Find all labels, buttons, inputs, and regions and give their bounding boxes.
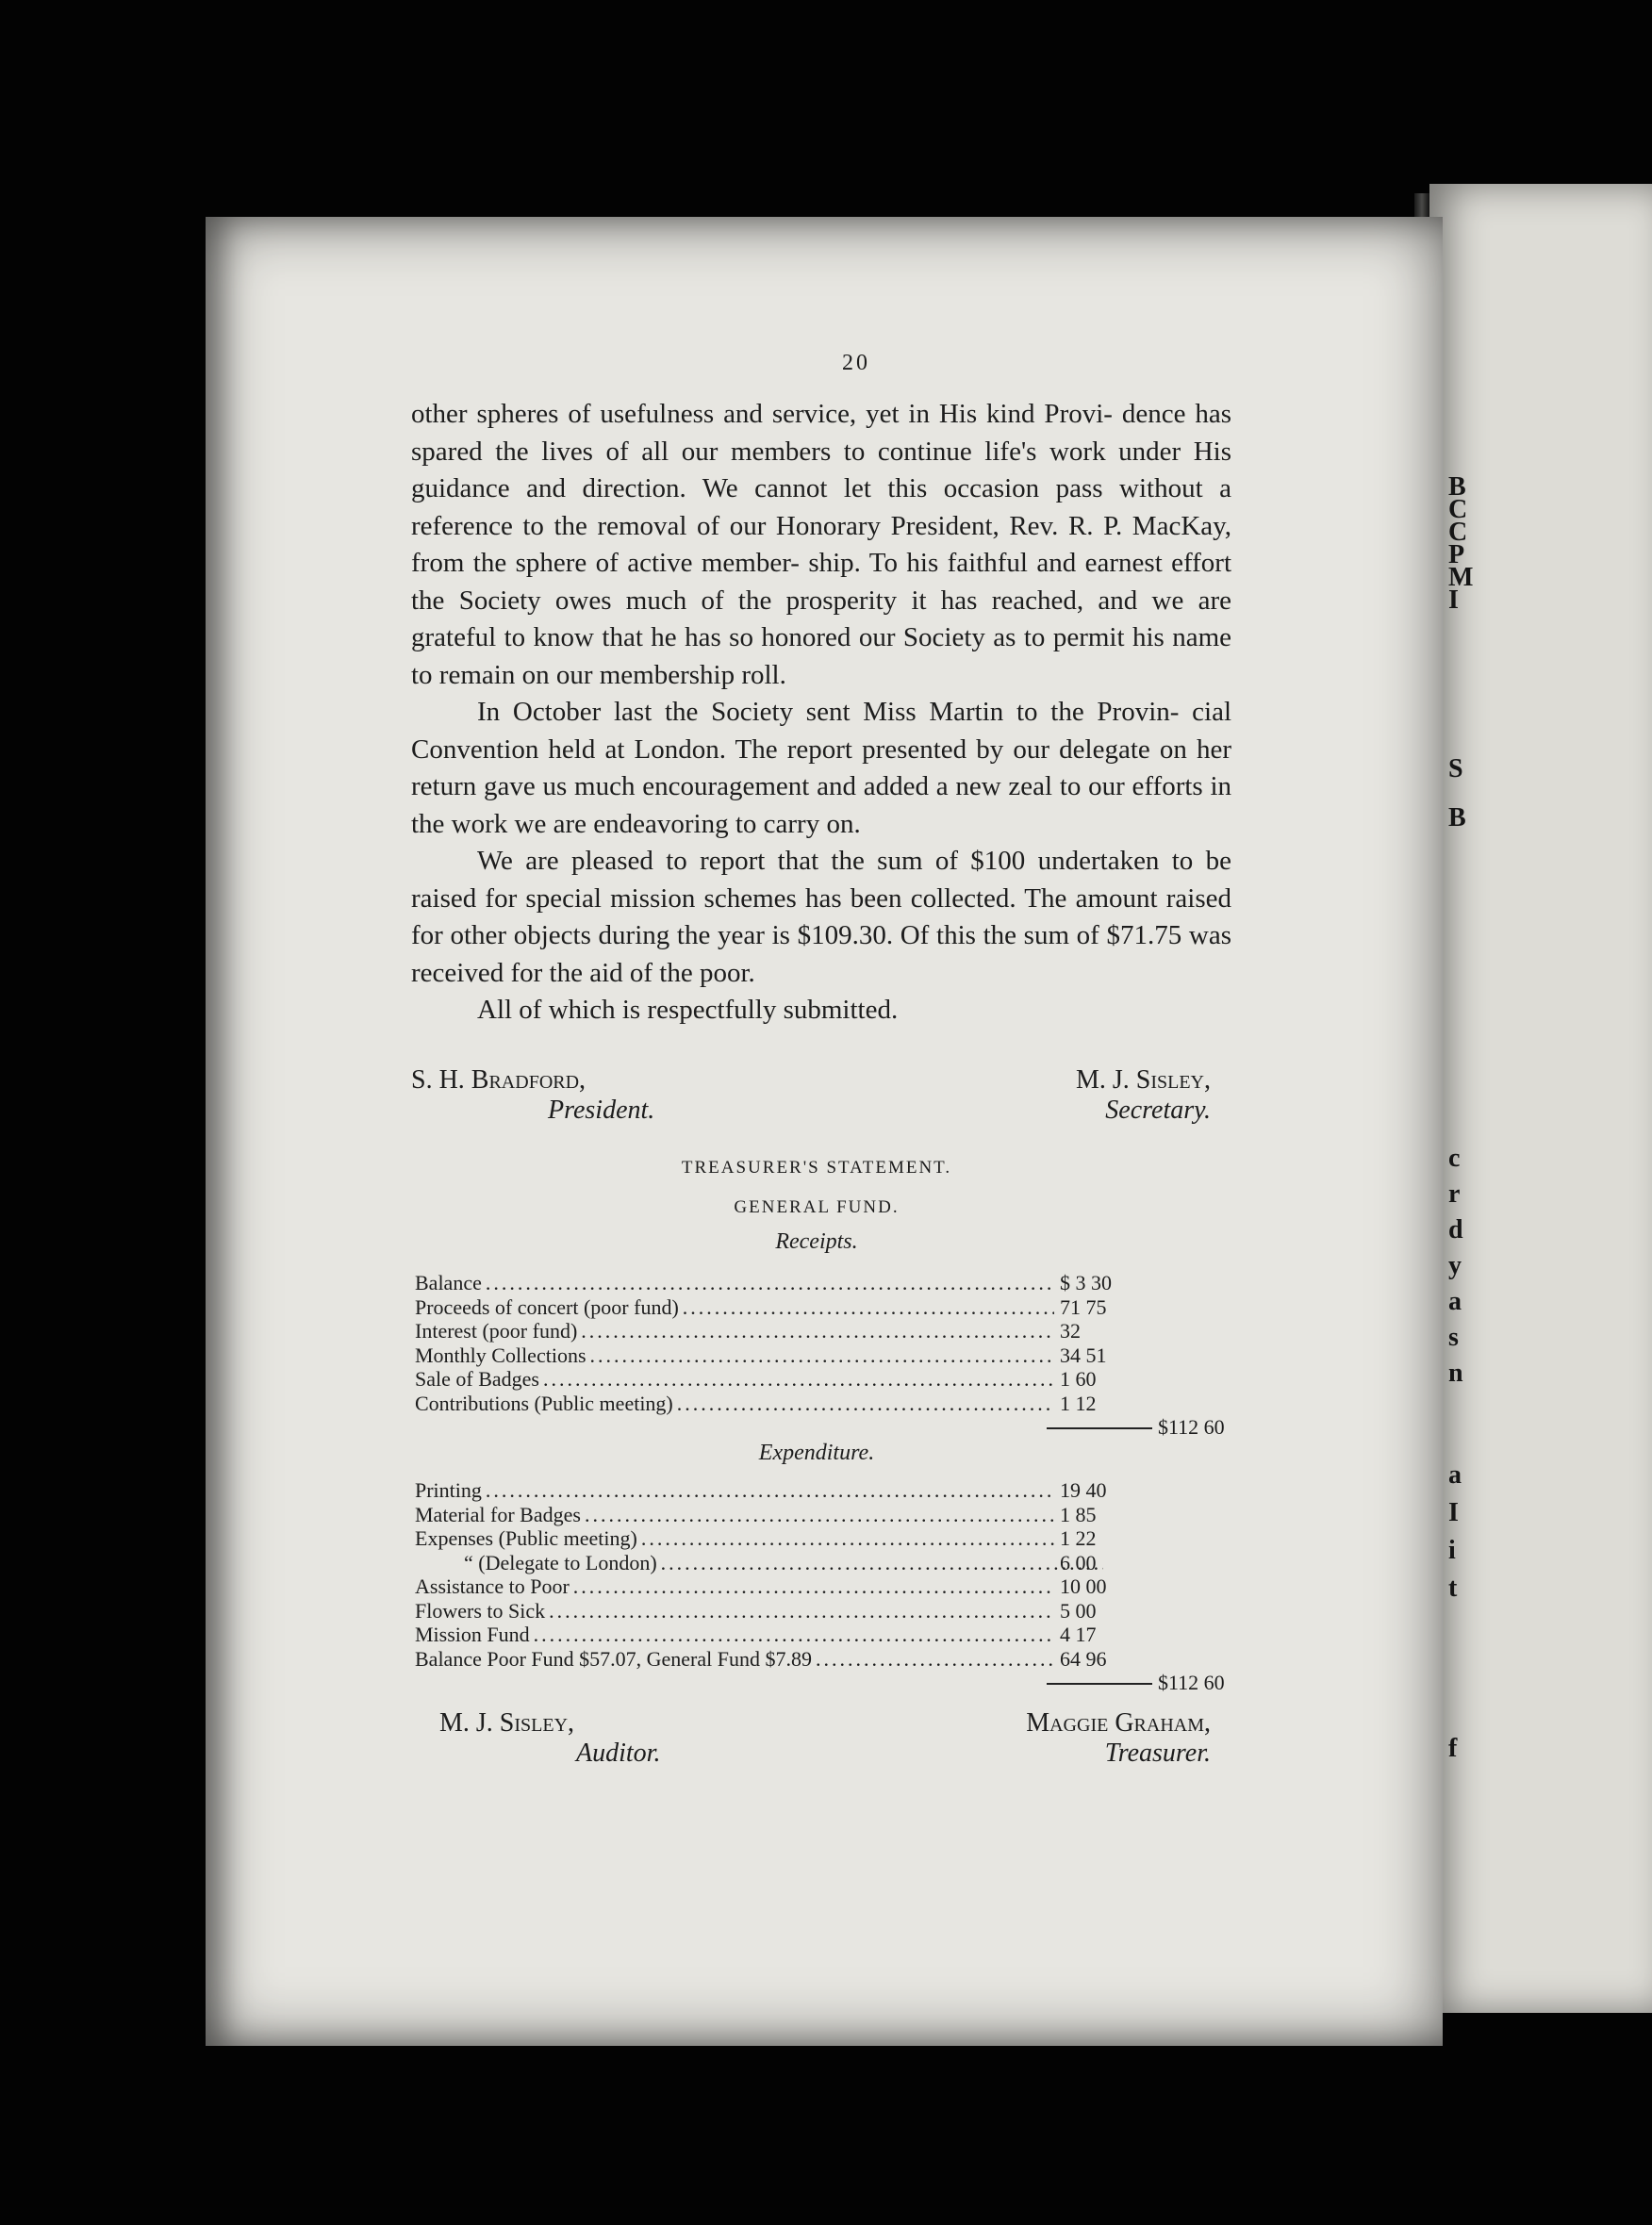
text-line: be raised for special mission schemes has been collected. The bbox=[411, 846, 1231, 914]
facing-page-letter: r bbox=[1448, 1179, 1461, 1209]
text-line: new zeal to our efforts in the work we are endeavoring to carry on. bbox=[411, 771, 1231, 839]
text-line: occasion pass without a reference to the removal of our Honorary bbox=[411, 473, 1232, 541]
ledger-label: Assistance to Poor ..... bbox=[415, 1574, 1054, 1599]
facing-page-letter: s bbox=[1448, 1323, 1459, 1352]
facing-page-letter: I bbox=[1448, 1498, 1459, 1527]
treasurer-signature bbox=[1026, 1708, 1211, 1769]
text-line: other spheres of usefulness and service, yet in His kind Provi- bbox=[411, 399, 1113, 429]
ledger-row bbox=[415, 1526, 1245, 1551]
facing-page-fragment-e bbox=[1448, 1735, 1457, 1763]
ledger-row bbox=[415, 1271, 1245, 1295]
ledger-row bbox=[415, 1574, 1245, 1599]
ledger-row bbox=[415, 1478, 1245, 1503]
text-line: ship. To his faithful and earnest effort the Society owes much of bbox=[411, 548, 1232, 616]
report-body bbox=[411, 396, 1231, 1030]
auditor-role: Auditor. bbox=[576, 1739, 661, 1768]
ledger-amount: $ 3 30 bbox=[1060, 1271, 1112, 1294]
facing-page-letter: t bbox=[1448, 1574, 1458, 1603]
treasurer-signatures bbox=[411, 1708, 1222, 1784]
expenditure-heading: Expenditure. bbox=[758, 1441, 875, 1465]
paragraph bbox=[411, 396, 1231, 694]
facing-page-letter: a bbox=[1448, 1460, 1462, 1490]
ledger-label: Proceeds of concert (poor fund) ..... bbox=[415, 1295, 1054, 1320]
secretary-name: M. J. Sisley, bbox=[1075, 1065, 1211, 1095]
facing-page-letter: S bbox=[1448, 754, 1463, 783]
ledger-amount: 32 bbox=[1060, 1319, 1081, 1343]
text-line: our membership roll. bbox=[555, 659, 786, 690]
ledger-label: Balance ..... bbox=[415, 1271, 1054, 1295]
receipts-heading: Receipts. bbox=[775, 1229, 858, 1254]
ledger-total: $112 60 bbox=[1158, 1671, 1225, 1694]
president-name: S. H. Bradford, bbox=[411, 1065, 586, 1095]
facing-page-letter: C bbox=[1448, 495, 1468, 524]
ledger-amount: 64 96 bbox=[1060, 1646, 1107, 1671]
ledger-amount: 5 00 bbox=[1060, 1598, 1097, 1623]
ledger-label: Sale of Badges ..... bbox=[415, 1367, 1054, 1392]
president-signature bbox=[411, 1065, 654, 1126]
facing-page-letter: B bbox=[1448, 472, 1466, 502]
ledger-total-row bbox=[415, 1671, 1245, 1695]
facing-page-letter: d bbox=[1448, 1215, 1463, 1244]
expenditure-ledger bbox=[415, 1478, 1245, 1695]
auditor-name: M. J. Sisley, bbox=[439, 1708, 575, 1738]
facing-page-fragment-d bbox=[1448, 1457, 1462, 1607]
ledger-amount: 19 40 bbox=[1060, 1478, 1107, 1502]
ledger-label: Balance Poor Fund $57.07, General Fund $7.89 ..... bbox=[415, 1647, 1054, 1672]
ledger-label: Contributions (Public meeting) ..... bbox=[415, 1392, 1054, 1416]
ledger-row bbox=[415, 1392, 1245, 1416]
facing-page-letter: f bbox=[1448, 1734, 1458, 1763]
secretary-role: Secretary. bbox=[1105, 1096, 1211, 1125]
general-fund-heading: GENERAL FUND. bbox=[734, 1197, 900, 1217]
facing-page-letter: n bbox=[1448, 1359, 1463, 1388]
text-line: the prosperity it has reached, and we are grateful to know that he bbox=[411, 585, 1231, 652]
text-line: All of which is respectfully submitted. bbox=[477, 995, 899, 1025]
facing-page-letter: B bbox=[1448, 803, 1466, 832]
paragraph bbox=[411, 992, 1231, 1030]
facing-page-letter: C bbox=[1448, 518, 1468, 547]
ledger-amount: 34 51 bbox=[1060, 1343, 1107, 1367]
president-role: President. bbox=[548, 1096, 655, 1125]
ledger-amount: 1 22 bbox=[1060, 1526, 1097, 1550]
facing-page-letter: I bbox=[1448, 585, 1459, 615]
text-line: We are pleased to report that the sum of $100 undertaken to bbox=[477, 846, 1194, 876]
ledger-total: $112 60 bbox=[1158, 1415, 1225, 1439]
ledger-row bbox=[415, 1503, 1245, 1527]
ledger-label: Interest (poor fund) ..... bbox=[415, 1319, 1054, 1343]
text-line: In October last the Society sent Miss Martin to the Provin- bbox=[477, 697, 1180, 727]
treasurer-name: Maggie Graham, bbox=[1026, 1708, 1211, 1738]
ledger-row bbox=[415, 1319, 1245, 1343]
page-number: 20 bbox=[842, 351, 870, 375]
ledger-label: Material for Badges ..... bbox=[415, 1503, 1054, 1527]
total-rule bbox=[1047, 1683, 1152, 1685]
ledger-label: Printing ..... bbox=[415, 1478, 1054, 1503]
ledger-label: Flowers to Sick ..... bbox=[415, 1599, 1054, 1623]
text-line: this the sum of $71.75 was received for the aid of the poor. bbox=[411, 920, 1232, 988]
auditor-signature bbox=[439, 1708, 660, 1769]
facing-page bbox=[1429, 184, 1652, 2013]
facing-page-fragment-b bbox=[1448, 745, 1466, 843]
ledger-amount: 71 75 bbox=[1060, 1294, 1107, 1319]
paragraph bbox=[411, 843, 1231, 992]
facing-page-letter: M bbox=[1448, 563, 1474, 592]
facing-page-letter: i bbox=[1448, 1536, 1456, 1565]
ledger-label: Monthly Collections ..... bbox=[415, 1343, 1054, 1368]
ledger-label: Expenses (Public meeting) ..... bbox=[415, 1526, 1054, 1551]
ledger-row bbox=[415, 1551, 1245, 1575]
ledger-total-row bbox=[415, 1415, 1245, 1440]
text-line: life's work under His guidance and direction. We cannot let this bbox=[411, 436, 1231, 503]
text-line: President, Rev. R. P. MacKay, from the sphere of active member- bbox=[411, 510, 1231, 578]
ledger-amount: 1 85 bbox=[1060, 1502, 1097, 1526]
treasurer-role: Treasurer. bbox=[1104, 1739, 1211, 1768]
paragraph bbox=[411, 694, 1231, 843]
ledger-amount: 1 12 bbox=[1060, 1391, 1097, 1415]
ledger-label: Mission Fund ..... bbox=[415, 1623, 1054, 1647]
receipts-ledger bbox=[415, 1271, 1245, 1440]
ledger-amount: 6 00 bbox=[1060, 1550, 1097, 1574]
text-line: amount raised for other objects during the year is $109.30. Of bbox=[411, 882, 1231, 950]
ledger-label: “ (Delegate to London) ..... bbox=[415, 1551, 1103, 1575]
total-rule bbox=[1047, 1427, 1152, 1429]
ledger-amount: 10 00 bbox=[1060, 1574, 1107, 1598]
text-line: delegate on her return gave us much encouragement and added a bbox=[411, 733, 1231, 801]
facing-page-letter: P bbox=[1448, 540, 1465, 569]
text-line: dence has spared the lives of all our members to continue bbox=[411, 399, 1231, 467]
facing-page-letter: c bbox=[1448, 1144, 1461, 1173]
facing-page-letter: y bbox=[1448, 1251, 1462, 1280]
facing-page-fragment-a bbox=[1448, 472, 1474, 615]
facing-page-fragment-c bbox=[1448, 1141, 1463, 1392]
text-line: cial Convention held at London. The report presented by our bbox=[411, 697, 1231, 765]
ledger-row bbox=[415, 1647, 1245, 1672]
ledger-amount: 1 60 bbox=[1060, 1367, 1097, 1391]
ledger-row bbox=[415, 1623, 1245, 1647]
ledger-amount: 4 17 bbox=[1060, 1623, 1097, 1646]
ledger-row bbox=[415, 1343, 1245, 1368]
ledger-row bbox=[415, 1599, 1245, 1623]
text-line: has so honored our Society as to permit his name to remain on bbox=[411, 622, 1231, 690]
document-page bbox=[206, 217, 1443, 2046]
ledger-row bbox=[415, 1295, 1245, 1320]
secretary-signature bbox=[1076, 1065, 1211, 1126]
ledger-row bbox=[415, 1367, 1245, 1392]
report-signatures bbox=[411, 1065, 1222, 1141]
facing-page-letter: a bbox=[1448, 1287, 1462, 1316]
treasurer-statement-heading: TREASURER'S STATEMENT. bbox=[681, 1158, 952, 1178]
